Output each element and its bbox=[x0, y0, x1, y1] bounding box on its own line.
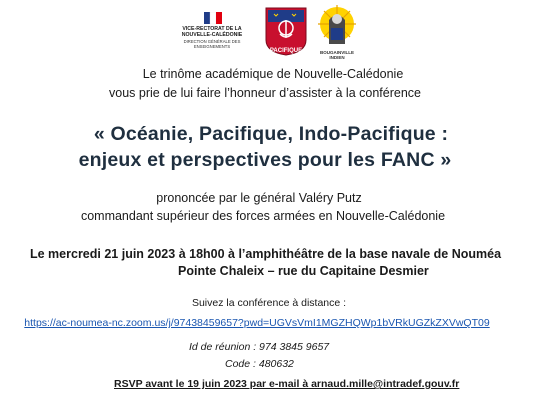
title-line-2: enjeux et perspectives pour les FANC » bbox=[78, 149, 452, 171]
intro-line-1: Le trinôme académique de Nouvelle-Calédonie bbox=[142, 67, 404, 81]
pacifique-logo bbox=[264, 6, 308, 56]
direction-name: DIRECTION GÉNÉRALE DES ENSEIGNEMENTS bbox=[183, 39, 241, 49]
title-line-1: « Océanie, Pacifique, Indo-Pacifique : bbox=[93, 123, 449, 145]
meeting-code: Code : 480632 bbox=[225, 358, 294, 370]
event-date-line: Le mercredi 21 juin 2023 à 18h00 à l’amphithéâtre de la base navale de Nouméa bbox=[30, 247, 502, 261]
intro-line-2: vous prie de lui faire l’honneur d’assister à la conférence bbox=[109, 86, 421, 100]
rsvp-line[interactable]: RSVP avant le 19 juin 2023 par e-mail à arnaud.mille@intradef.gouv.fr bbox=[114, 378, 460, 390]
pacifique-label: PACIFIQUE bbox=[269, 48, 303, 54]
meeting-id: Id de réunion : 974 3845 9657 bbox=[189, 341, 330, 353]
bougainville-crest-icon bbox=[316, 4, 358, 50]
speaker-line-2: commandant supérieur des forces armées en Nouvelle-Calédonie bbox=[80, 209, 446, 223]
vice-rectorat-name: VICE-RECTORAT DE LA NOUVELLE-CALÉDONIE bbox=[181, 26, 243, 38]
speaker-line-1: prononcée par le général Valéry Putz bbox=[156, 191, 362, 205]
marianne-icon bbox=[204, 12, 222, 24]
remote-label: Suivez la conférence à distance : bbox=[191, 297, 347, 309]
vice-rectorat-logo bbox=[170, 12, 254, 54]
bougainville-label: BOUGAINVILLE INDIEN bbox=[319, 50, 354, 60]
event-address: Pointe Chaleix – rue du Capitaine Desmier bbox=[178, 264, 429, 278]
zoom-link[interactable]: https://ac-noumea-nc.zoom.us/j/97438459657?pwd=UGVsVmI1MGZHQWp1bVRkUGZkZXVwQT09 bbox=[24, 317, 490, 329]
bougainville-logo bbox=[316, 4, 358, 62]
